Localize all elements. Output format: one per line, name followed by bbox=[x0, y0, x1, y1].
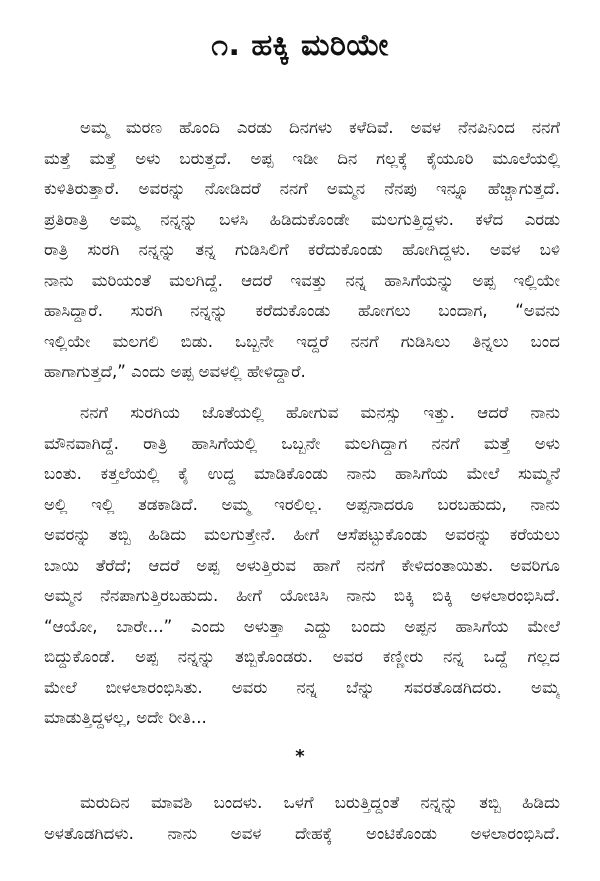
paragraph-2 bbox=[44, 398, 560, 734]
text-line: ಮರುದಿನ ಮಾವಶಿ ಬಂದಳು. ಒಳಗೆ ಬರುತ್ತಿದ್ದಂತೆ ನನ್ನನ್ನು ತಬ್ಬಿ ಹಿಡಿದು bbox=[80, 793, 560, 812]
text-line: ಅವರನ್ನು ತಬ್ಬಿ ಹಿಡಿದು ಮಲಗುತ್ತೇನೆ. ಹೀಗೆ ಆಸೆಪಟ್ಟುಕೊಂಡು ಅವರನ್ನು ಕರೆಯಲು bbox=[44, 525, 560, 544]
paragraph-3 bbox=[44, 788, 560, 849]
paragraph-1 bbox=[44, 113, 560, 388]
text-line: “ಆಯೋ, ಬಾರೇ...” ಎಂದು ಅಳುತ್ತಾ ಎದ್ದು ಬಂದು ಅಪ್ಪನ ಹಾಸಿಗೆಯ ಮೇಲೆ bbox=[44, 616, 560, 636]
section-separator: * bbox=[295, 746, 305, 767]
text-line: ಕುಳಿತಿರುತ್ತಾರೆ. ಅವರನ್ನು ನೋಡಿದರೆ ನನಗೆ ಅಮ್ಮನ ನೆನಪು ಇನ್ನೂ ಹೆಚ್ಚಾಗುತ್ತದೆ. bbox=[44, 179, 560, 198]
chapter-title: ೧. ಹಕ್ಕಿ ಮರಿಯೇ bbox=[211, 28, 389, 63]
text-line: ಅಳತೊಡಗಿದಳು. ನಾನು ಅವಳ ದೇಹಕ್ಕೆ ಅಂಟಿಕೊಂಡು ಅಳಲಾರಂಭಿಸಿದೆ. bbox=[44, 823, 560, 843]
text-line: ಅಮ್ಮನ ನೆನಪಾಗುತ್ತಿರಬಹುದು. ಹೀಗೆ ಯೋಚಿಸಿ ನಾನು ಬಿಕ್ಕಿ ಬಿಕ್ಕಿ ಅಳಲಾರಂಭಿಸಿದೆ. bbox=[44, 586, 560, 605]
text-line: ನನಗೆ ಸುರಗಿಯ ಜೊತೆಯಲ್ಲಿ ಹೋಗುವ ಮನಸ್ಸು ಇತ್ತು. ಆದರೆ ನಾನು bbox=[80, 403, 560, 422]
text-line: ಮತ್ತೆ ಮತ್ತೆ ಅಳು ಬರುತ್ತದೆ. ಅಪ್ಪ ಇಡೀ ದಿನ ಗಲ್ಲಕ್ಕೆ ಕೈಯೂರಿ ಮೂಲೆಯಲ್ಲಿ bbox=[44, 148, 560, 168]
text-line: ಪ್ರತಿರಾತ್ರಿ ಅಮ್ಮ ನನ್ನನ್ನು ಬಳಸಿ ಹಿಡಿದುಕೊಂಡೇ ಮಲಗುತ್ತಿದ್ದಳು. ಕಳೆದ ಎರಡು bbox=[44, 209, 560, 229]
text-line: ಮೌನವಾಗಿದ್ದೆ. ರಾತ್ರಿ ಹಾಸಿಗೆಯಲ್ಲಿ ಒಬ್ಬನೇ ಮಲಗಿದ್ದಾಗ ನನಗೆ ಮತ್ತೆ ಅಳು bbox=[44, 433, 560, 453]
text-line: ಮೇಲೆ ಬೀಳಲಾರಂಭಿಸಿತು. ಅವರು ನನ್ನ ಬೆನ್ನು ಸವರತೊಡಗಿದರು. ಅಮ್ಮ bbox=[44, 677, 560, 697]
text-line: ಇಲ್ಲಿಯೇ ಮಲಗಲಿ ಬಿಡು. ಒಬ್ಬನೇ ಇದ್ದರೆ ನನಗೆ ಗುಡಿಸಿಲು ತಿನ್ನಲು ಬಂದ bbox=[44, 331, 560, 351]
text-line: ರಾತ್ರಿ ಸುರಗಿ ನನ್ನನ್ನು ತನ್ನ ಗುಡಿಸಿಲಿಗೆ ಕರೆದುಕೊಂಡು ಹೋಗಿದ್ದಳು. ಅವಳ ಬಳಿ bbox=[44, 240, 560, 259]
text-line: ಮಾಡುತ್ತಿದ್ದಳಲ್ಲ, ಅದೇ ರೀತಿ... bbox=[44, 708, 207, 727]
text-line: ಬಿದ್ದುಕೊಂಡೆ. ಅಪ್ಪ ನನ್ನನ್ನು ತಬ್ಬಿಕೊಂಡರು. ಅವರ ಕಣ್ಣೀರು ನನ್ನ ಒದ್ದೆ ಗಲ್ಲದ bbox=[44, 647, 560, 666]
text-line: ಬಂತು. ಕತ್ತಲೆಯಲ್ಲಿ ಕೈ ಉದ್ದ ಮಾಡಿಕೊಂಡು ನಾನು ಹಾಸಿಗೆಯ ಮೇಲೆ ಸುಮ್ಮನೆ bbox=[44, 464, 560, 483]
text-line: ಹಾಗಾಗುತ್ತದೆ,” ಎಂದು ಅಪ್ಪ ಅವಳಲ್ಲಿ ಹೇಳಿದ್ದಾರೆ. bbox=[44, 362, 306, 381]
text-line: ನಾನು ಮರಿಯಂತೆ ಮಲಗಿದ್ದೆ. ಆದರೆ ಇವತ್ತು ನನ್ನ ಹಾಸಿಗೆಯನ್ನು ಅಪ್ಪ ಇಲ್ಲಿಯೇ bbox=[44, 270, 560, 290]
text-line: ಅಮ್ಮ ಮರಣ ಹೊಂದಿ ಎರಡು ದಿನಗಳು ಕಳೆದಿವೆ. ಅವಳ ನೆನಪಿನಿಂದ ನನಗೆ bbox=[80, 118, 560, 137]
text-line: ಬಾಯಿ ತೆರೆದೆ; ಆದರೆ ಅಪ್ಪ ಅಳುತ್ತಿರುವ ಹಾಗೆ ನನಗೆ ಕೇಳಿದಂತಾಯಿತು. ಅವರಿಗೂ bbox=[44, 555, 560, 575]
text-line: ಹಾಸಿದ್ದಾರೆ. ಸುರಗಿ ನನ್ನನ್ನು ಕರೆದುಕೊಂಡು ಹೋಗಲು ಬಂದಾಗ, “ಅವನು bbox=[44, 301, 560, 320]
text-line: ಅಲ್ಲಿ ಇಲ್ಲಿ ತಡಕಾಡಿದೆ. ಅಮ್ಮ ಇರಲಿಲ್ಲ. ಅಪ್ಪನಾದರೂ ಬರಬಹುದು, ನಾನು bbox=[44, 494, 560, 514]
